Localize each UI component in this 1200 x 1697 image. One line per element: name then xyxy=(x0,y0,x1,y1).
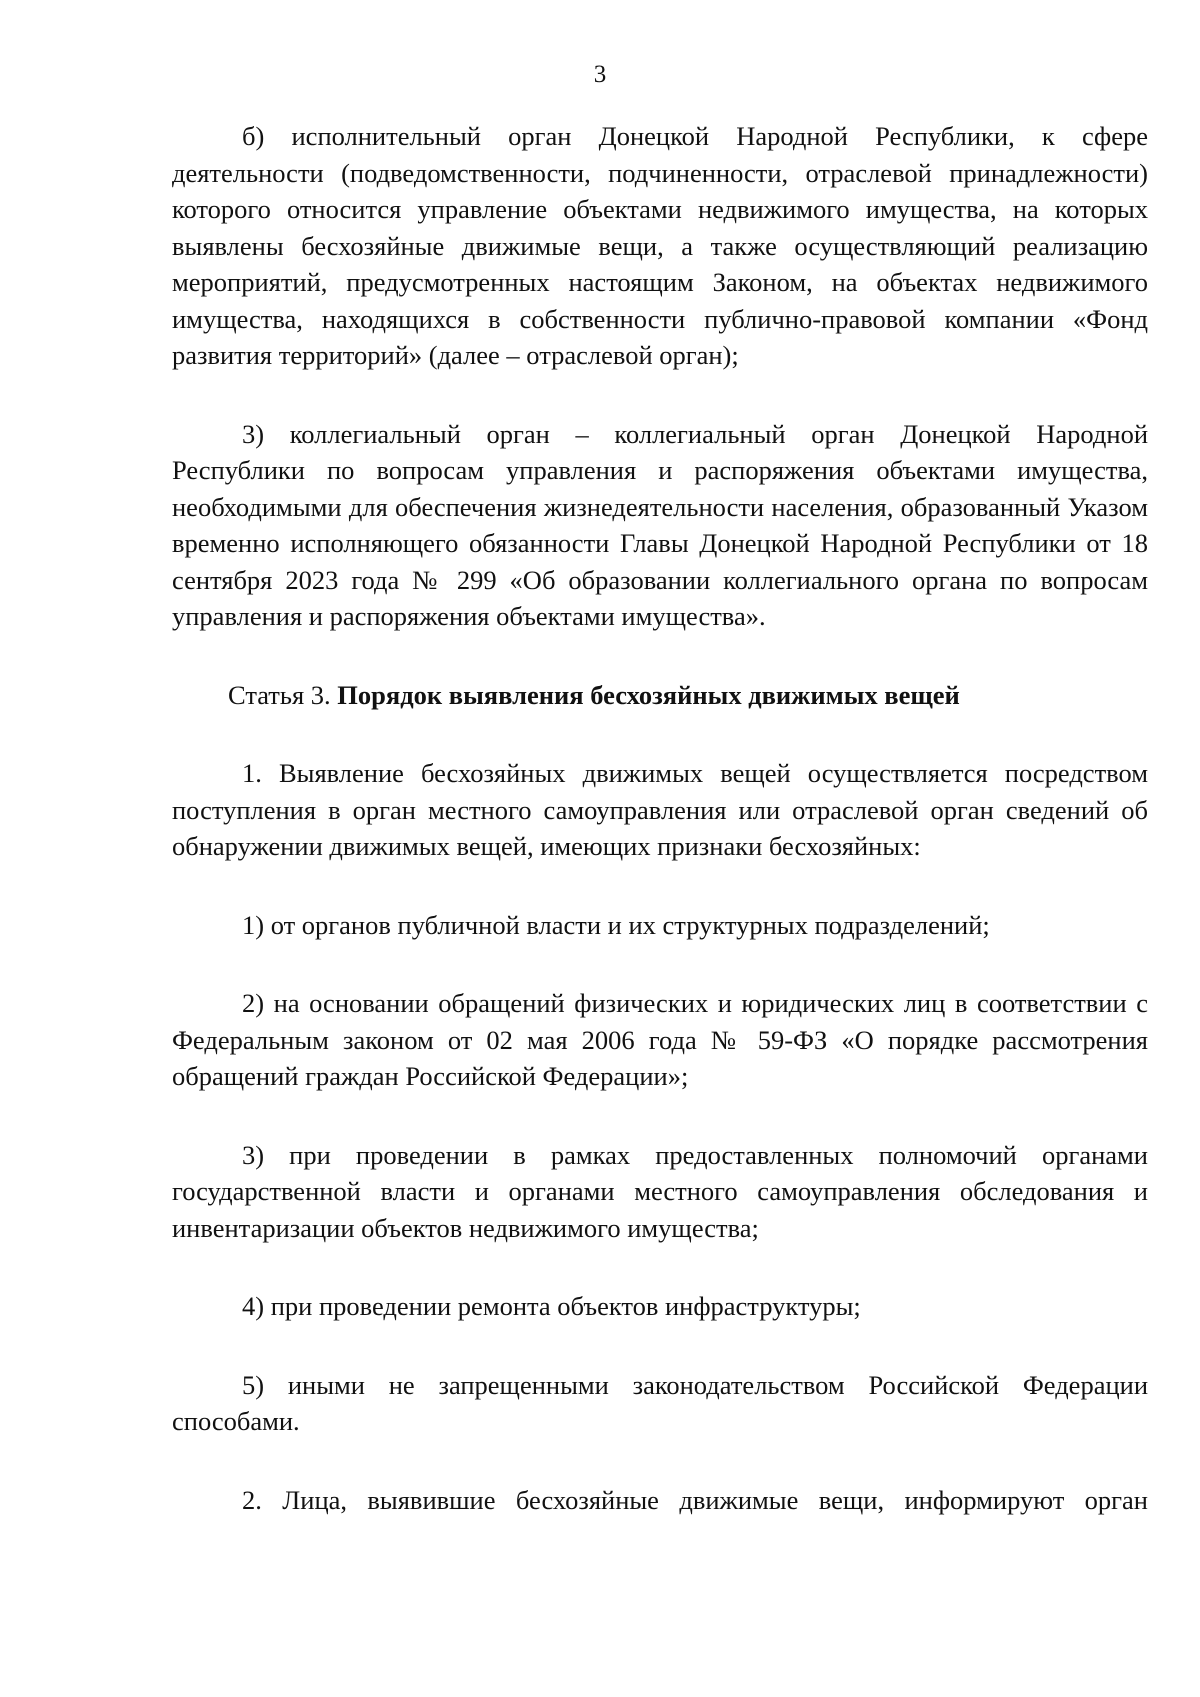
paragraph-collegial-body: 3) коллегиальный орган – коллегиальный орган Донецкой Народной Республики по вопросам управления и распоряжения объектами имущества, необходимыми для обеспечения жизнедеятельности населения, образованный Указом временно исполняющего обязанности Главы Донецкой Народной Республики от 18 сентября 2023 года № 299 «Об образовании коллегиального органа по вопросам управления и распоряжения объектами имущества». xyxy=(172,418,1148,631)
article-title: Порядок выявления бесхозяйных движимых вещей xyxy=(337,679,960,710)
paragraph-subitem-4: 4) при проведении ремонта объектов инфраструктуры; xyxy=(242,1291,861,1321)
article-heading xyxy=(172,677,1148,714)
paragraph-executive-body: б) исполнительный орган Донецкой Народной Республики, к сфере деятельности (подведомственности, подчиненности, отраслевой принадлежности) которого относится управление объектами недвижимого имущества, на которых выявлены бесхозяйные движимые вещи, а также осуществляющий реализацию мероприятий, предусмотренных настоящим Законом, на объектах недвижимого имущества, находящихся в собственности публично-правовой компании «Фонд развития территорий» (далее – отраслевой орган); xyxy=(172,121,1148,370)
paragraph-item-1: 1. Выявление бесхозяйных движимых вещей осуществляется посредством поступления в орган местного самоуправления или отраслевой орган сведений об обнаружении движимых вещей, имеющих признаки бесхозяйных: xyxy=(172,758,1148,861)
paragraph-subitem-5: 5) иными не запрещенными законодательством Российской Федерации способами. xyxy=(172,1369,1148,1436)
document-body xyxy=(172,118,1148,1518)
article-prefix: Статья 3. xyxy=(228,679,338,710)
paragraph-item-2: 2. Лица, выявившие бесхозяйные движимые вещи, информируют орган xyxy=(242,1484,1148,1515)
paragraph-subitem-3: 3) при проведении в рамках предоставленных полномочий органами государственной власти и органами местного самоуправления обследования и инвентаризации объектов недвижимого имущества; xyxy=(172,1139,1148,1243)
paragraph-subitem-2: 2) на основании обращений физических и юридических лиц в соответствии с Федеральным законом от 02 мая 2006 года № 59-ФЗ «О порядке рассмотрения обращений граждан Российской Федерации»; xyxy=(172,988,1148,1091)
paragraph-subitem-1: 1) от органов публичной власти и их структурных подразделений; xyxy=(242,909,990,940)
page-number: 3 xyxy=(593,61,607,88)
